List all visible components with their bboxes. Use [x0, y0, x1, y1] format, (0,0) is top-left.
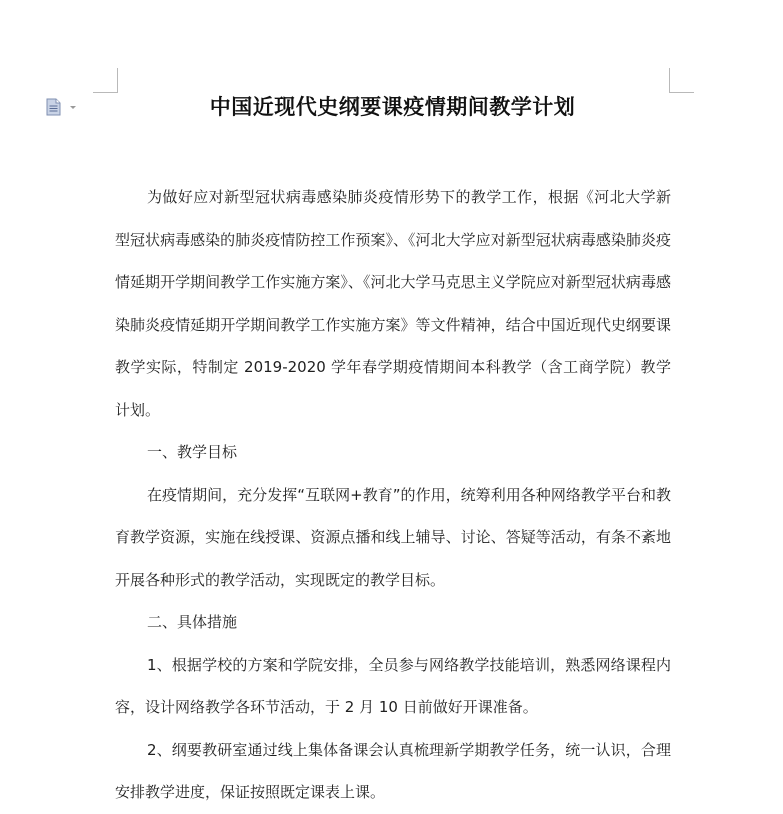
chevron-down-icon [70, 106, 76, 109]
section-heading-goals: 一、教学目标 [147, 443, 238, 461]
goals-paragraph: 在疫情期间，充分发挥“互联网+教育”的作用，统筹利用各种网络教学平台和教育教学资源，实施在线授课、资源点播和线上辅导、讨论、答疑等活动，有条不紊地开展各种形式的教学活动，实现既定的教学目标。 [115, 485, 671, 589]
document-icon-graphic [46, 98, 80, 116]
page-title: 中国近现代史纲要课疫情期间教学计划 [209, 95, 576, 119]
measure-item-1: 1、根据学校的方案和学院安排，全员参与网络教学技能培训，熟悉网络课程内容，设计网络教学各环节活动，于 2 月 10 日前做好开课准备。 [115, 655, 671, 716]
crop-mark-top-left [93, 68, 118, 93]
document-icon[interactable] [46, 98, 80, 116]
document-body [115, 176, 671, 814]
crop-mark-top-right [669, 68, 694, 93]
intro-paragraph: 为做好应对新型冠状病毒感染肺炎疫情形势下的教学工作，根据《河北大学新型冠状病毒感染的肺炎疫情防控工作预案》、《河北大学应对新型冠状病毒感染肺炎疫情延期开学期间教学工作实施方案》、《河北大学马克思主义学院应对新型冠状病毒感染肺炎疫情延期开学期间教学工作实施方案》等文件精神，结合中国近现代史纲要课教学实际，特制定 2019-2020 学年春学期疫情期间本科教学（含工商学院）教学计划。 [115, 188, 671, 419]
measure-item-2: 2、纲要教研室通过线上集体备课会认真梳理新学期教学任务，统一认识，合理安排教学进度，保证按照既定课表上课。 [115, 740, 671, 801]
section-heading-measures: 二、具体措施 [147, 613, 238, 631]
